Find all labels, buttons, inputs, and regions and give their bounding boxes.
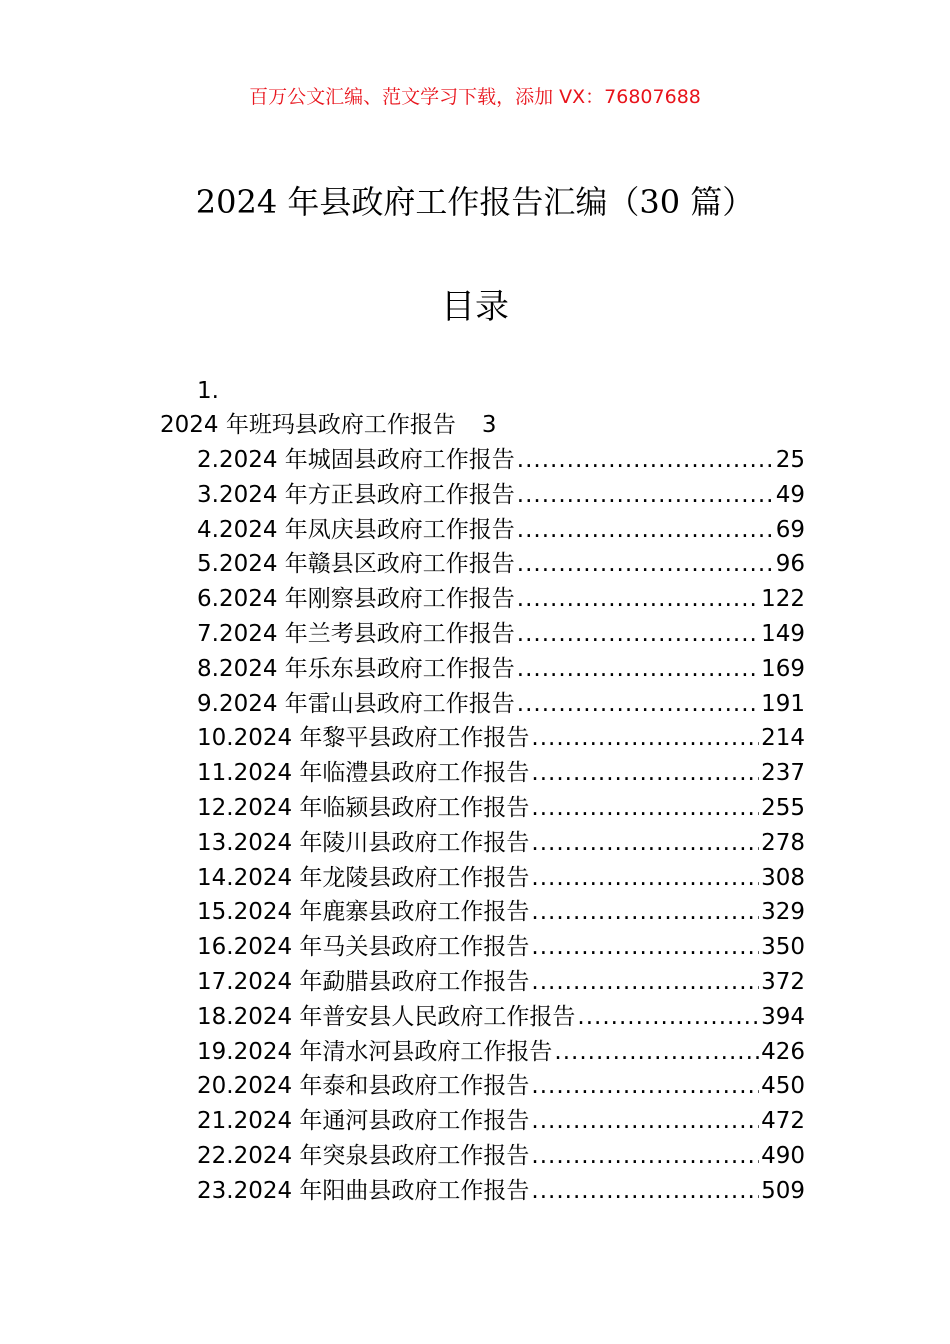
toc-leader-dots (517, 689, 759, 719)
toc-entry-page: 49 (775, 481, 805, 508)
toc-entry[interactable] (197, 1071, 805, 1106)
toc-entry-page: 329 (761, 899, 805, 926)
toc-entry[interactable] (197, 1002, 805, 1037)
toc-leader-dots (531, 1106, 759, 1136)
toc-entry-1[interactable] (160, 410, 497, 440)
toc-entry-page: 96 (775, 551, 805, 578)
toc-entry-title: 16.2024 年马关县政府工作报告 (197, 934, 530, 961)
toc-leader-dots (517, 619, 759, 649)
toc-entry-title: 8.2024 年乐东县政府工作报告 (197, 655, 515, 682)
toc-entry-page: 191 (761, 690, 805, 717)
toc-leader-dots (577, 1002, 759, 1032)
toc-entry[interactable] (197, 967, 805, 1002)
toc-leader-dots (531, 1141, 759, 1171)
toc-entry-page: 278 (761, 829, 805, 856)
toc-entry-page: 450 (761, 1073, 805, 1100)
toc-entry-page: 169 (761, 655, 805, 682)
toc-entry-title: 3.2024 年方正县政府工作报告 (197, 481, 515, 508)
toc-entry[interactable] (197, 758, 805, 793)
toc-entry-page: 394 (761, 1003, 805, 1030)
toc-entry[interactable] (197, 1141, 805, 1176)
toc-entry-title: 6.2024 年刚察县政府工作报告 (197, 586, 515, 613)
toc-leader-dots (531, 723, 759, 753)
toc-entry-1-page: 3 (481, 412, 497, 438)
toc-entry-page: 122 (761, 586, 805, 613)
toc-entry[interactable] (197, 1037, 805, 1072)
toc-leader-dots (517, 515, 774, 545)
toc-leader-dots (531, 1071, 759, 1101)
toc-entry-title: 23.2024 年阳曲县政府工作报告 (197, 1177, 530, 1204)
toc-entry-page: 237 (761, 760, 805, 787)
toc-entry-title: 13.2024 年陵川县政府工作报告 (197, 829, 530, 856)
toc-entry-title: 15.2024 年鹿寨县政府工作报告 (197, 899, 530, 926)
toc-leader-dots (531, 967, 759, 997)
toc-entry-page: 69 (775, 516, 805, 543)
toc-entry[interactable] (197, 897, 805, 932)
toc-entry-1-title: 2024 年班玛县政府工作报告 (160, 412, 456, 438)
toc-entry[interactable] (197, 549, 805, 584)
toc-entry[interactable] (197, 480, 805, 515)
toc-entry[interactable] (197, 515, 805, 550)
toc-entry-title: 18.2024 年普安县人民政府工作报告 (197, 1003, 576, 1030)
toc-leader-dots (517, 584, 759, 614)
toc-entry[interactable] (197, 445, 805, 480)
toc-entry-title: 20.2024 年泰和县政府工作报告 (197, 1073, 530, 1100)
promo-banner: 百万公文汇编、范文学习下载，添加 VX：76807688 (249, 86, 701, 108)
toc-leader-dots (531, 932, 759, 962)
toc-leader-dots (517, 654, 759, 684)
toc-entry-title: 9.2024 年雷山县政府工作报告 (197, 690, 515, 717)
toc-entry[interactable] (197, 619, 805, 654)
toc-leader-dots (531, 828, 759, 858)
toc-entry-page: 350 (761, 934, 805, 961)
document-title: 2024 年县政府工作报告汇编（30 篇） (195, 183, 755, 221)
toc-entry-page: 214 (761, 725, 805, 752)
toc-leader-dots (531, 863, 759, 893)
toc-entry-page: 255 (761, 794, 805, 821)
toc-entry[interactable] (197, 932, 805, 967)
toc-leader-dots (531, 758, 759, 788)
toc-leader-dots (517, 549, 774, 579)
toc-entry-title: 4.2024 年凤庆县政府工作报告 (197, 516, 515, 543)
toc-leader-dots (517, 480, 774, 510)
toc-entry-title: 12.2024 年临颍县政府工作报告 (197, 794, 530, 821)
toc-entry-page: 308 (761, 864, 805, 891)
toc-entry[interactable] (197, 1106, 805, 1141)
toc-entry-page: 149 (761, 620, 805, 647)
toc-entry-page: 426 (761, 1038, 805, 1065)
toc-entry[interactable] (197, 584, 805, 619)
toc-entry[interactable] (197, 723, 805, 758)
toc-entry-page: 490 (761, 1142, 805, 1169)
toc-entry-title: 19.2024 年清水河县政府工作报告 (197, 1038, 553, 1065)
toc-entry[interactable] (197, 828, 805, 863)
toc-entry[interactable] (197, 863, 805, 898)
toc-entry-title: 2.2024 年城固县政府工作报告 (197, 447, 515, 473)
toc-leader-dots (531, 793, 759, 823)
toc-entry-page: 472 (761, 1108, 805, 1135)
toc-entry-title: 7.2024 年兰考县政府工作报告 (197, 620, 515, 647)
toc-leader-dots (554, 1037, 759, 1067)
toc-entry-title: 5.2024 年赣县区政府工作报告 (197, 551, 515, 578)
toc-entry-page: 372 (761, 968, 805, 995)
toc-entry-page: 509 (761, 1177, 805, 1204)
toc-leader-dots (517, 445, 774, 475)
toc-entry-title: 10.2024 年黎平县政府工作报告 (197, 725, 530, 752)
toc-heading: 目录 (441, 287, 509, 327)
toc-entry[interactable] (197, 793, 805, 828)
toc-entry-title: 11.2024 年临澧县政府工作报告 (197, 760, 530, 787)
toc-entry-title: 17.2024 年勐腊县政府工作报告 (197, 968, 530, 995)
toc-entry-title: 21.2024 年通河县政府工作报告 (197, 1108, 530, 1135)
toc-entry-title: 14.2024 年龙陵县政府工作报告 (197, 864, 530, 891)
toc-entry-title: 22.2024 年突泉县政府工作报告 (197, 1142, 530, 1169)
toc-entry-page: 25 (775, 447, 805, 473)
toc-entry-1-number[interactable]: 1. (197, 378, 219, 404)
toc-entry[interactable] (197, 1176, 805, 1211)
table-of-contents (197, 445, 805, 1211)
toc-entry[interactable] (197, 689, 805, 724)
toc-leader-dots (531, 1176, 759, 1206)
toc-leader-dots (531, 897, 759, 927)
toc-entry[interactable] (197, 654, 805, 689)
